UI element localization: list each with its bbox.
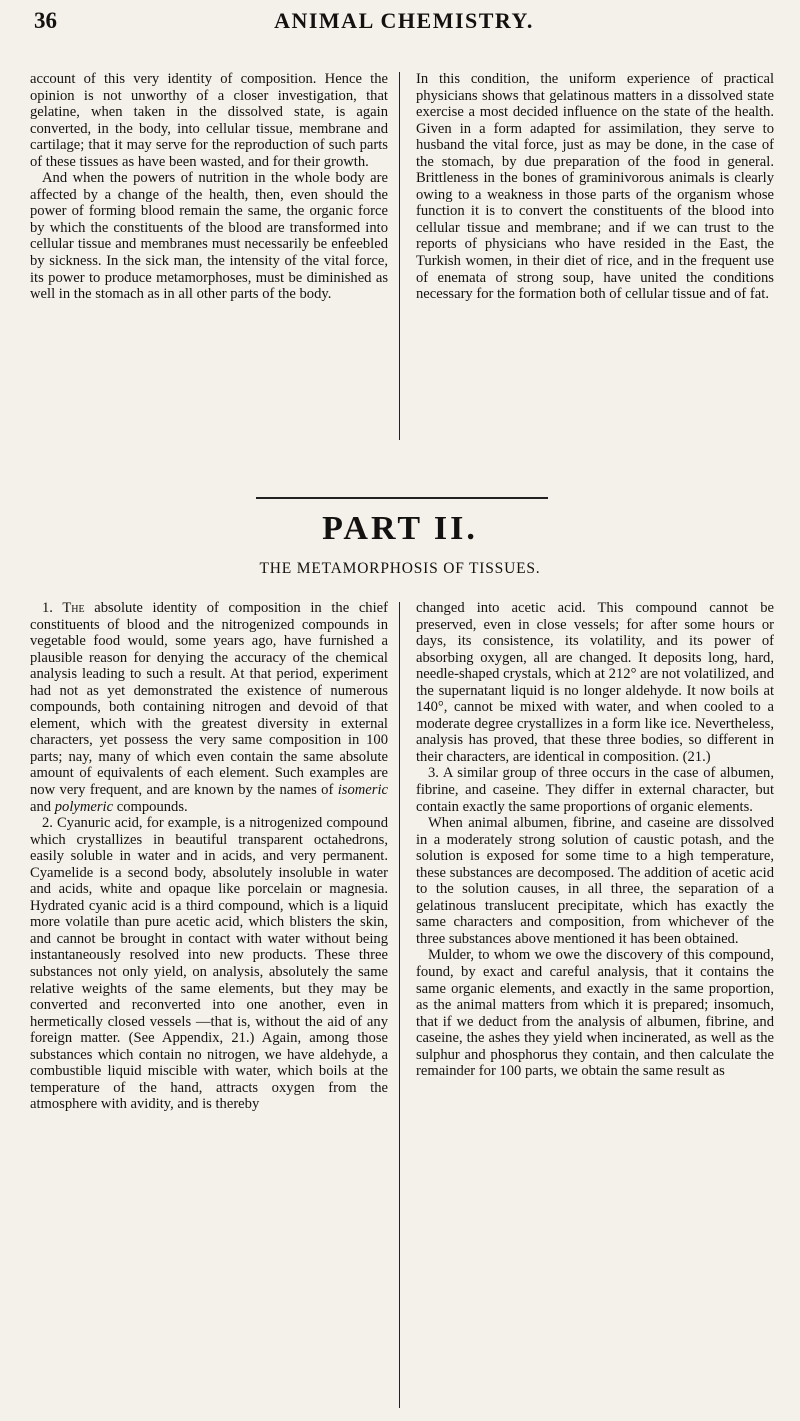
bottom-left-column — [30, 600, 388, 1410]
paragraph: And when the powers of nutrition in the whole body are affected by a change of the health, then, even should the power of forming blood remain the same, the organic force by which the constituents of the blood are transformed into cellular tissue and membranes must necessarily be enfeebled by sickness. In the sick man, the intensity of the vital force, its power to produce metamorphoses, must be diminished as well in the stomach as in all other parts of the body. — [30, 170, 388, 303]
part-subtitle: THE METAMORPHOSIS OF TISSUES. — [259, 560, 541, 577]
paragraph: 3. A similar group of three occurs in the case of albumen, fibrine, and caseine. They differ in external character, but contain exactly the same proportions of organic elements. — [416, 765, 774, 815]
page-header — [34, 8, 774, 48]
page-number: 36 — [34, 8, 57, 33]
top-right-column — [416, 71, 774, 443]
paragraph-lead: 1. The — [42, 600, 85, 616]
top-columns — [30, 71, 774, 443]
paragraph-text: compounds. — [113, 798, 188, 815]
paragraph-text: absolute identity of composition in the chief constituents of blood and the nitrogenized compounds in vegetable food would, some years ago, have furnished a plausible reason for denying the accuracy of the chemical analysis leading to such a result. At that period, experiment had not as yet demonstrated the existence of numerous compounds, both containing nitrogen and devoid of that element, which with the greatest diversity in external characters, yet possess the very same composition in 100 parts; nay, many of which even contain the same absolute amount of equivalents of each element. Such examples are now very frequent, and are known by the names of — [30, 600, 388, 799]
bottom-right-column — [416, 600, 774, 1410]
paragraph: In this condition, the uniform experience of practical physicians shows that gelatinous matters in a dissolved state exercise a most decided influence on the state of the health. Given in a form adapted for assimilation, they serve to husband the vital force, just as may be done, in the case of the stomach, by due preparation of the food in general. Brittleness in the bones of graminivorous animals is clearly owing to a weakness in those parts of the organism whose function it is to convert the constituents of the blood into cellular tissue and membrane; and if we can trust to the reports of physicians who have resided in the East, the Turkish women, in their diet of rice, and in the frequent use of enemata of strong soup, have united the conditions necessary for the formation both of cellular tissue and of fat. — [416, 71, 774, 303]
term-polymeric: polymeric — [54, 798, 114, 815]
running-title: ANIMAL CHEMISTRY. — [274, 8, 534, 33]
paragraph: 2. Cyanuric acid, for example, is a nitrogenized compound which crystallizes in beautiful transparent octahedrons, easily soluble in water and in acids, and very permanent. Cyamelide is a second body, absolutely insoluble in water and acids, white and opaque like porcelain or magnesia. Hydrated cyanic acid is a third compound, which is a liquid more volatile than pure acetic acid, which blisters the skin, and cannot be brought in contact with water without being instantaneously resolved into new products. These three substances not only yield, on analysis, absolutely the same relative weights of the same elements, but they may be converted and reconverted into one another, even in hermetically closed vessels —that is, without the aid of any foreign matter. (See Appendix, 21.) Again, among those substances which contain no nitrogen, we have aldehyde, a combustible liquid miscible with water, which boils at the temperature of the hand, attracts oxygen from the atmosphere with avidity, and is thereby — [30, 815, 388, 1113]
top-left-column — [30, 71, 388, 443]
term-isomeric: isomeric — [337, 782, 388, 799]
paragraph: When animal albumen, fibrine, and caseine are dissolved in a moderately strong solution of caustic potash, and the solution is exposed for some time to a high temperature, these substances are decomposed. The addition of acetic acid to the solution causes, in all three, the separation of a gelatinous translucent precipitate, which has exactly the same characters and composition, from whichever of the three substances above mentioned it has been obtained. — [416, 815, 774, 947]
bottom-columns — [30, 600, 774, 1410]
paragraph — [30, 600, 388, 815]
paragraph: Mulder, to whom we owe the discovery of this compound, found, by exact and careful analysis, that it contains the same organic elements, and exactly in the same proportion, as the animal matters from which it is prepared; insomuch, that if we deduct from the analysis of albumen, fibrine, and caseine, the ashes they yield when incinerated, as well as the sulphur and phosphorus they contain, and then calculate the remainder for 100 parts, we obtain the same result as — [416, 947, 774, 1080]
section-rule — [256, 497, 548, 499]
paragraph-text: and — [30, 798, 55, 815]
column-divider — [399, 602, 400, 1408]
part-title: PART II. — [322, 510, 478, 547]
paragraph: changed into acetic acid. This compound cannot be preserved, even in close vessels; for after some hours or days, its consistence, its volatility, and its power of absorbing oxygen, all are changed. It deposits long, hard, needle-shaped crystals, which at 212° are not volatilized, and the supernatant liquid is no longer aldehyde. It now boils at 140°, cannot be mixed with water, and when cooled to a moderate degree crystallizes in a form like ice. Nevertheless, analysis has proved, that these three bodies, so different in their characters, are identical in composition. (21.) — [416, 600, 774, 765]
paragraph: account of this very identity of composition. Hence the opinion is not unworthy of a closer investigation, that gelatine, when taken in the dissolved state, is again converted, in the body, into cellular tissue, membrane and cartilage; that it may serve for the reproduction of such parts of these tissues as have been wasted, and for their growth. — [30, 71, 388, 170]
column-divider — [399, 72, 400, 440]
